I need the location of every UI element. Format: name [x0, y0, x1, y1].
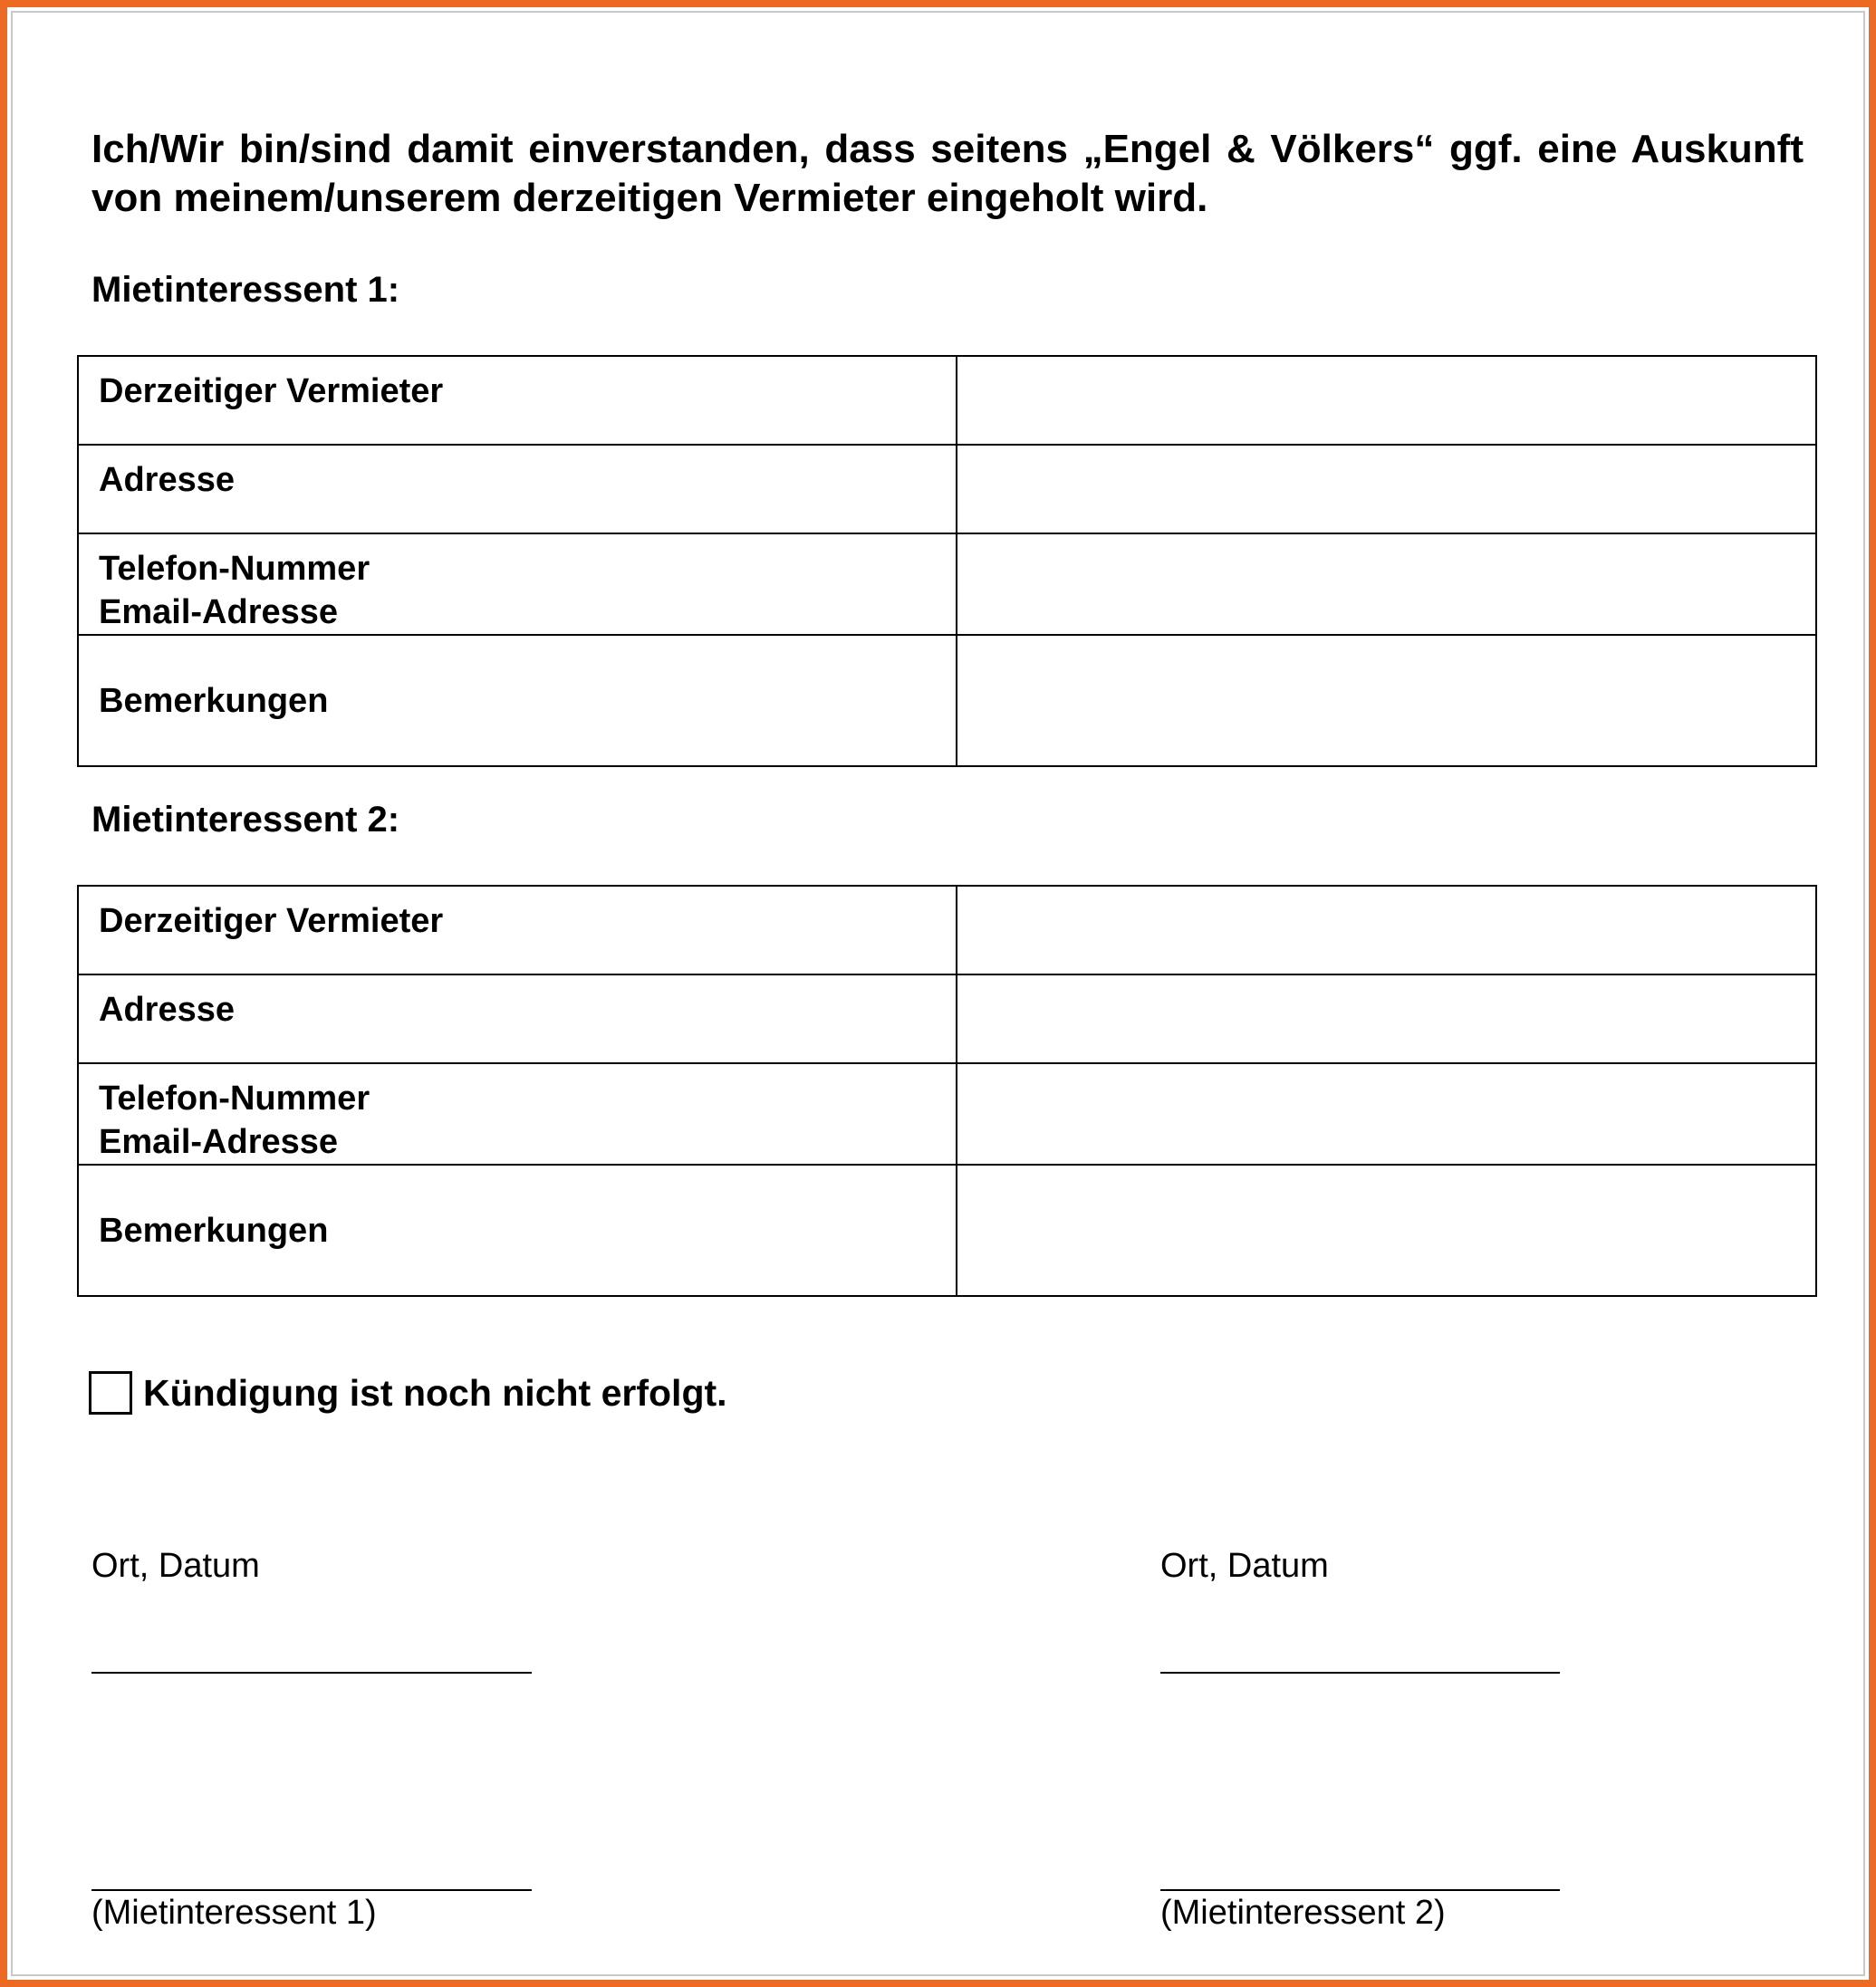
applicant2-table [77, 885, 1817, 1297]
address-label: Adresse [78, 445, 957, 533]
remarks-label: Bemerkungen [78, 1165, 957, 1296]
applicant2-contact-field[interactable] [957, 1063, 1816, 1165]
right-place-date-label: Ort, Datum [1160, 1547, 1329, 1585]
right-signature-line[interactable] [1160, 1889, 1560, 1891]
applicant1-address-field[interactable] [957, 445, 1816, 533]
applicant1-remarks-field[interactable] [957, 635, 1816, 766]
landlord-label: Derzeitiger Vermieter [78, 356, 957, 445]
applicant2-heading: Mietinteressent 2: [91, 800, 400, 840]
applicant1-table [77, 355, 1817, 767]
email-label: Email-Adresse [99, 593, 339, 631]
landlord-label: Derzeitiger Vermieter [78, 886, 957, 974]
applicant1-heading: Mietinteressent 1: [91, 270, 400, 310]
left-place-date-label: Ort, Datum [91, 1547, 260, 1585]
applicant2-landlord-field[interactable] [957, 886, 1816, 974]
left-place-date-line[interactable] [91, 1672, 532, 1674]
applicant1-landlord-field[interactable] [957, 356, 1816, 445]
contact-label [78, 1063, 957, 1165]
email-label: Email-Adresse [99, 1123, 339, 1161]
termination-checkbox-label: Kündigung ist noch nicht erfolgt. [143, 1371, 727, 1414]
left-signature-line[interactable] [91, 1889, 532, 1891]
address-label: Adresse [78, 974, 957, 1063]
left-signer-label: (Mietinteressent 1) [91, 1894, 377, 1932]
applicant2-address-field[interactable] [957, 974, 1816, 1063]
termination-checkbox[interactable] [89, 1371, 132, 1415]
contact-label [78, 533, 957, 635]
phone-label: Telefon-Nummer [99, 550, 370, 588]
right-signer-label: (Mietinteressent 2) [1160, 1894, 1446, 1932]
termination-checkbox-row [89, 1366, 727, 1420]
applicant2-remarks-field[interactable] [957, 1165, 1816, 1296]
consent-statement: Ich/Wir bin/sind damit einverstanden, dass seitens „Engel & Völkers“ ggf. eine Auskunft von meinem/unserem derzeitigen Vermieter eingeholt wird. [91, 127, 1804, 220]
right-place-date-line[interactable] [1160, 1672, 1560, 1674]
phone-label: Telefon-Nummer [99, 1080, 370, 1118]
applicant1-contact-field[interactable] [957, 533, 1816, 635]
remarks-label: Bemerkungen [78, 635, 957, 766]
